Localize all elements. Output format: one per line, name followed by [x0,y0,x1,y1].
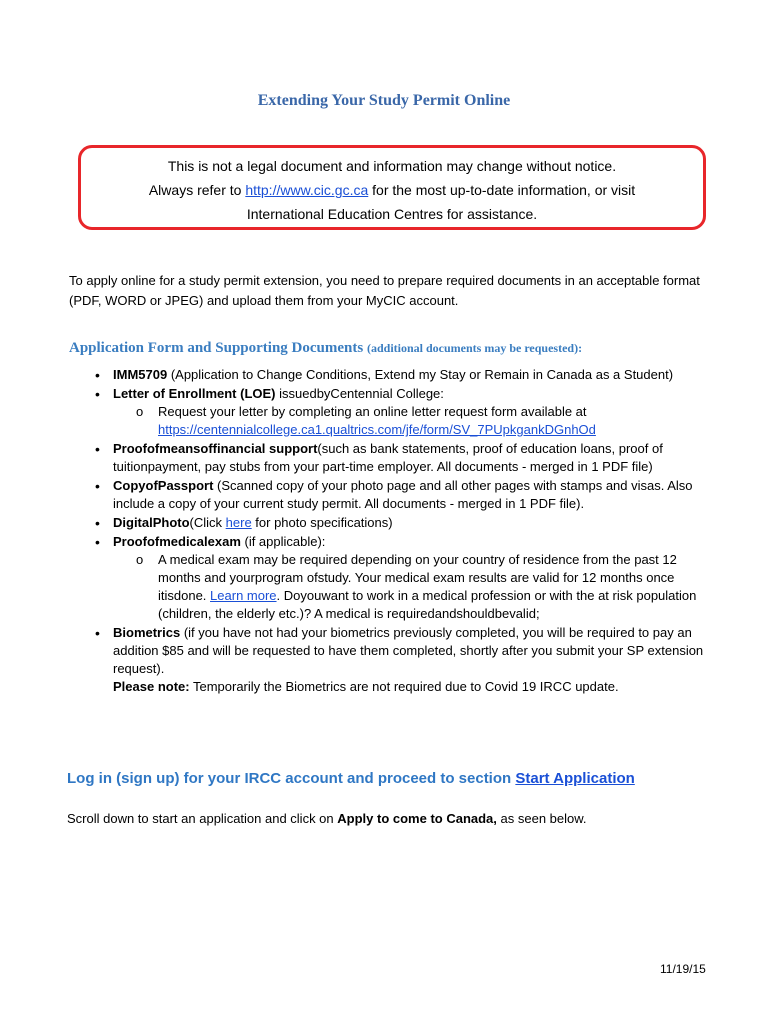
disclaimer-text: Always refer to [148,182,246,198]
documents-list [95,366,715,697]
medical-sub-list [113,551,715,623]
list-item-loe [95,385,715,439]
disclaimer-text: for the most up-to-date information, or visit [368,182,636,198]
sub-item-text: A medical exam may be required depending on your country of residence from the past 12 months and yourprogram ofstudy. Your medical exam results are valid for 12 months once itisdone. [158,552,677,603]
list-item-financial-support [95,440,715,476]
bullet-icon: • [95,534,100,550]
sub-bullet-icon: o [136,552,144,567]
bullet-icon: • [95,367,100,383]
sub-list-item [113,551,715,623]
section-heading [69,340,719,357]
item-label: DigitalPhoto [113,515,190,530]
bullet-icon: • [95,386,100,402]
item-text: (Click [189,515,226,530]
item-text: (if applicable): [240,534,326,549]
login-heading [67,770,727,787]
item-text: for photo specifications) [251,515,393,530]
disclaimer-line-1: This is not a legal document and information may change without notice. [167,158,617,174]
sub-item-text: Request your letter by completing an online letter request form available at [158,404,587,419]
page-title: Extending Your Study Permit Online [257,92,511,109]
item-text: (Scanned copy of your photo page and all other pages with stamps and visas. Also include a copy of your current study permit. All documents - merged in 1 PDF file). [113,478,693,511]
list-item-passport [95,477,715,513]
sub-bullet-icon: o [136,404,144,419]
bullet-icon: • [95,515,100,531]
item-text: (Application to Change Conditions, Extend my Stay or Remain in Canada as a Student) [167,367,674,382]
login-heading-text: Log in (sign up) for your IRCC account and proceed to section [67,770,516,787]
item-label: IMM5709 [113,367,168,382]
disclaimer-box [78,145,706,230]
item-text: (such as bank statements, proof of education loans, proof of tuitionpayment, pay stubs from your part-time employer. All documents - merged in 1 PDF file) [113,441,663,474]
note-text: Temporarily the Biometrics are not required due to Covid 19 IRCC update. [189,679,619,694]
disclaimer-line-3: International Education Centres for assistance. [246,206,538,222]
photo-specs-link[interactable]: here [225,515,252,530]
loe-request-link[interactable]: https://centennialcollege.ca1.qualtrics.com/jfe/form/SV_7PUpkgankDGnhOd [158,422,596,437]
item-label: Letter of Enrollment (LOE) [113,386,276,401]
list-item-medical [95,533,715,623]
item-label: Proofofmeansoffinancial support [113,441,318,456]
item-label: Proofofmedicalexam [113,534,241,549]
note-label: Please note: [113,679,190,694]
bullet-icon: • [95,441,100,457]
item-label: Biometrics [113,625,181,640]
loe-sub-list [113,403,715,439]
scroll-text: Scroll down to start an application and click on [67,811,338,826]
sub-list-item [113,403,715,439]
start-application-link[interactable]: Start Application [515,770,635,787]
list-item-imm5709 [95,366,715,384]
scroll-text: as seen below. [496,811,587,826]
sub-item-text: . Doyouwant to work in a medical profession or with the at risk population (children, the elderly etc.)? A medical is requiredandshouldbevalid; [158,588,697,621]
bullet-icon: • [95,478,100,494]
bullet-icon: • [95,625,100,641]
item-text: (if you have not had your biometrics previously completed, you will be required to pay an addition $85 and will be requested to have them completed, shortly after you submit your SP extension request). [113,625,704,676]
section-heading-sub: (additional documents may be requested): [366,341,583,355]
intro-paragraph: To apply online for a study permit extension, you need to prepare required documents in an acceptable format (PDF, WORD or JPEG) and upload them from your MyCIC account. [69,273,700,308]
apply-to-canada-label: Apply to come to Canada, [337,811,497,826]
learn-more-link[interactable]: Learn more [210,588,277,603]
cic-link[interactable]: http://www.cic.gc.ca [245,182,369,198]
item-text: issuedbyCentennial College: [279,386,444,401]
item-label: CopyofPassport [113,478,214,493]
section-heading-main: Application Form and Supporting Documents [69,340,364,356]
scroll-instruction [67,811,717,826]
document-date: 11/19/15 [660,962,706,976]
list-item-biometrics [95,624,715,696]
list-item-photo [95,514,715,532]
disclaimer-line-2 [81,178,703,202]
